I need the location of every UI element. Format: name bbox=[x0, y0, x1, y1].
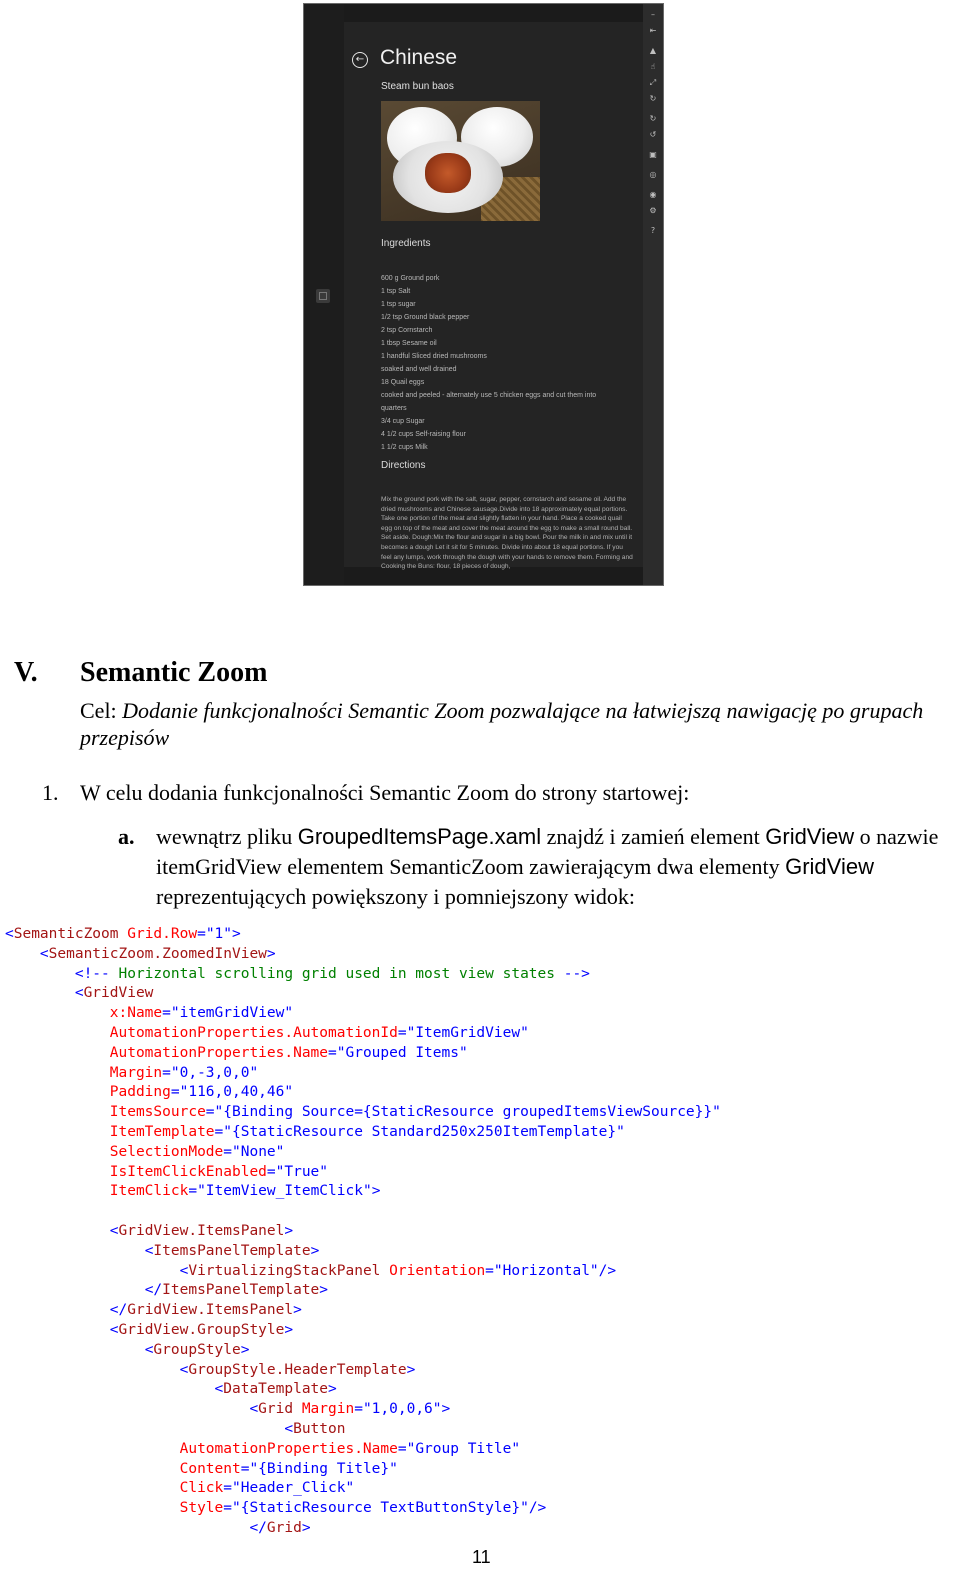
back-arrow-icon[interactable]: ← bbox=[352, 52, 368, 68]
ingredient-item: 1 tsp Salt bbox=[381, 288, 411, 295]
ingredient-item: 1 handful Sliced dried mushrooms bbox=[381, 353, 487, 360]
code-line: <!-- Horizontal scrolling grid used in most view states --> bbox=[74, 965, 590, 982]
page-title: Chinese bbox=[380, 46, 458, 69]
ingredient-item: quarters bbox=[381, 405, 407, 412]
ingredient-item: 18 Quail eggs bbox=[381, 379, 425, 386]
section-number: V. bbox=[14, 657, 38, 688]
ingredient-item: soaked and well drained bbox=[381, 366, 457, 373]
code-line: SelectionMode="None" bbox=[109, 1143, 285, 1160]
location-icon[interactable]: ◎ bbox=[649, 170, 657, 179]
code-line: <Grid Margin="1,0,0,6"> bbox=[249, 1401, 451, 1418]
code-line: <VirtualizingStackPanel Orientation="Horizontal"/> bbox=[179, 1262, 617, 1279]
ingredient-item: 600 g Ground pork bbox=[381, 275, 440, 282]
substep-part: o nazwie itemGridView elementem SemanticZoom zawierającym dwa elementy bbox=[156, 824, 939, 879]
help-icon[interactable]: ? bbox=[650, 226, 656, 235]
code-line: <ItemsPanelTemplate> bbox=[144, 1242, 320, 1259]
snap-handle-icon[interactable] bbox=[316, 289, 330, 303]
rotate-touch-icon[interactable]: ↻ bbox=[649, 94, 657, 103]
app-left-strip bbox=[304, 4, 344, 585]
recipe-name: Steam bun baos bbox=[381, 81, 454, 92]
pinch-icon[interactable]: ⤢ bbox=[649, 78, 657, 87]
code-line: </GridView.ItemsPanel> bbox=[109, 1302, 302, 1319]
recipe-photo bbox=[381, 101, 540, 221]
code-line: Content="{Binding Title}" bbox=[179, 1460, 398, 1477]
touch-icon[interactable]: ☝ bbox=[650, 62, 656, 71]
ingredient-item: 1 tsp sugar bbox=[381, 301, 416, 308]
code-line: </Grid> bbox=[249, 1519, 311, 1536]
ingredient-item: 2 tsp Cornstarch bbox=[381, 327, 433, 334]
camera-icon[interactable]: ◉ bbox=[649, 190, 657, 199]
directions-text: Mix the ground pork with the salt, sugar, pepper, cornstarch and sesame oil. Add the dried mushrooms and Chinese sausage.Divide into 18 approximately equal portions. Take one portion of the meat and slightly flatten in your hand. Place a cooked quail egg on top of the meat and cover the meat around the egg to make a small round ball. Set aside. Dough:Mix the flour and sugar in a big bowl. Pour the milk in and mix until it becomes a dough Let it sit for 5 minutes. Divide into about 18 equal portions. If you feel any lumps, work through the dough with your hands to remove them. Forming and Cooking the Buns: flour, 18 pieces of dough, bbox=[381, 496, 633, 571]
resolution-icon[interactable]: ▣ bbox=[649, 150, 657, 159]
goal-text: Dodanie funkcjonalności Semantic Zoom pozwalające na łatwiejszą nawigację po grupach przepisów bbox=[80, 698, 924, 750]
element-name: GridView bbox=[765, 824, 855, 849]
pointer-icon[interactable]: ▲ bbox=[649, 46, 657, 55]
element-name: GridView bbox=[785, 854, 874, 879]
code-line: <GridView.ItemsPanel> bbox=[109, 1222, 294, 1239]
code-line: ItemTemplate="{StaticResource Standard250x250ItemTemplate}" bbox=[109, 1123, 625, 1140]
directions-heading: Directions bbox=[381, 460, 426, 471]
code-line: <GridView.GroupStyle> bbox=[109, 1321, 294, 1338]
section-title: Semantic Zoom bbox=[80, 657, 268, 688]
substep-part: znajdź i zamień element bbox=[541, 824, 766, 849]
code-line: <GroupStyle.HeaderTemplate> bbox=[179, 1361, 416, 1378]
code-line: IsItemClickEnabled="True" bbox=[109, 1163, 329, 1180]
code-line: <SemanticZoom Grid.Row="1"> bbox=[5, 926, 241, 942]
substep-letter: a. bbox=[118, 824, 135, 849]
code-line: Padding="116,0,40,46" bbox=[109, 1084, 294, 1101]
ingredient-item: cooked and peeled - alternately use 5 chicken eggs and cut them into bbox=[381, 392, 597, 399]
code-line: AutomationProperties.Name="Grouped Items" bbox=[109, 1044, 468, 1061]
ingredient-item: 4 1/2 cups Self-raising flour bbox=[381, 431, 466, 438]
code-line: ItemClick="ItemView_ItemClick"> bbox=[109, 1183, 381, 1200]
step-number: 1. bbox=[42, 780, 59, 805]
ingredient-item: 1/2 tsp Ground black pepper bbox=[381, 314, 470, 321]
page-number: 11 bbox=[472, 1547, 491, 1567]
code-line: <GridView bbox=[74, 985, 154, 1002]
substep-part: wewnątrz pliku bbox=[156, 824, 298, 849]
rotate-counterclockwise-icon[interactable]: ↺ bbox=[649, 130, 657, 139]
section-goal bbox=[80, 697, 940, 751]
code-line: <DataTemplate> bbox=[214, 1381, 337, 1398]
code-line: Style="{StaticResource TextButtonStyle}"/> bbox=[179, 1500, 547, 1517]
ingredient-item: 3/4 cup Sugar bbox=[381, 418, 425, 425]
code-line: AutomationProperties.Name="Group Title" bbox=[179, 1440, 521, 1457]
code-line: </ItemsPanelTemplate> bbox=[144, 1282, 329, 1299]
goal-label: Cel: bbox=[80, 698, 123, 723]
substep-text bbox=[156, 822, 956, 912]
minimize-icon[interactable]: – bbox=[651, 10, 655, 19]
ingredients-heading: Ingredients bbox=[381, 238, 431, 249]
code-line: <SemanticZoom.ZoomedInView> bbox=[39, 945, 276, 962]
ingredient-item: 1 tbsp Sesame oil bbox=[381, 340, 437, 347]
code-line: ItemsSource="{Binding Source={StaticResource groupedItemsViewSource}}" bbox=[109, 1104, 721, 1121]
code-line: <GroupStyle> bbox=[144, 1341, 250, 1358]
step-text: W celu dodania funkcjonalności Semantic Zoom do strony startowej: bbox=[80, 780, 690, 805]
code-line: x:Name="itemGridView" bbox=[109, 1005, 294, 1022]
rotate-clockwise-icon[interactable]: ↻ bbox=[649, 114, 657, 123]
code-line: Margin="0,-3,0,0" bbox=[109, 1064, 259, 1081]
file-name: GroupedItemsPage.xaml bbox=[297, 824, 542, 849]
substep-part: reprezentujących powiększony i pomniejszony widok: bbox=[156, 884, 635, 909]
app-screenshot bbox=[303, 3, 664, 586]
code-line bbox=[5, 1202, 721, 1222]
code-line: <Button bbox=[284, 1420, 346, 1437]
recipe-detail-pane bbox=[344, 22, 645, 571]
pin-icon[interactable]: ⇤ bbox=[649, 26, 657, 35]
code-line: Click="Header_Click" bbox=[179, 1480, 355, 1497]
code-line: AutomationProperties.AutomationId="ItemGridView" bbox=[109, 1024, 529, 1041]
ingredient-item: 1 1/2 cups Milk bbox=[381, 444, 428, 451]
settings-icon[interactable]: ⚙ bbox=[649, 206, 657, 215]
code-listing bbox=[5, 925, 721, 1539]
tool-sidebar bbox=[643, 4, 663, 585]
ingredients-list bbox=[381, 272, 596, 454]
